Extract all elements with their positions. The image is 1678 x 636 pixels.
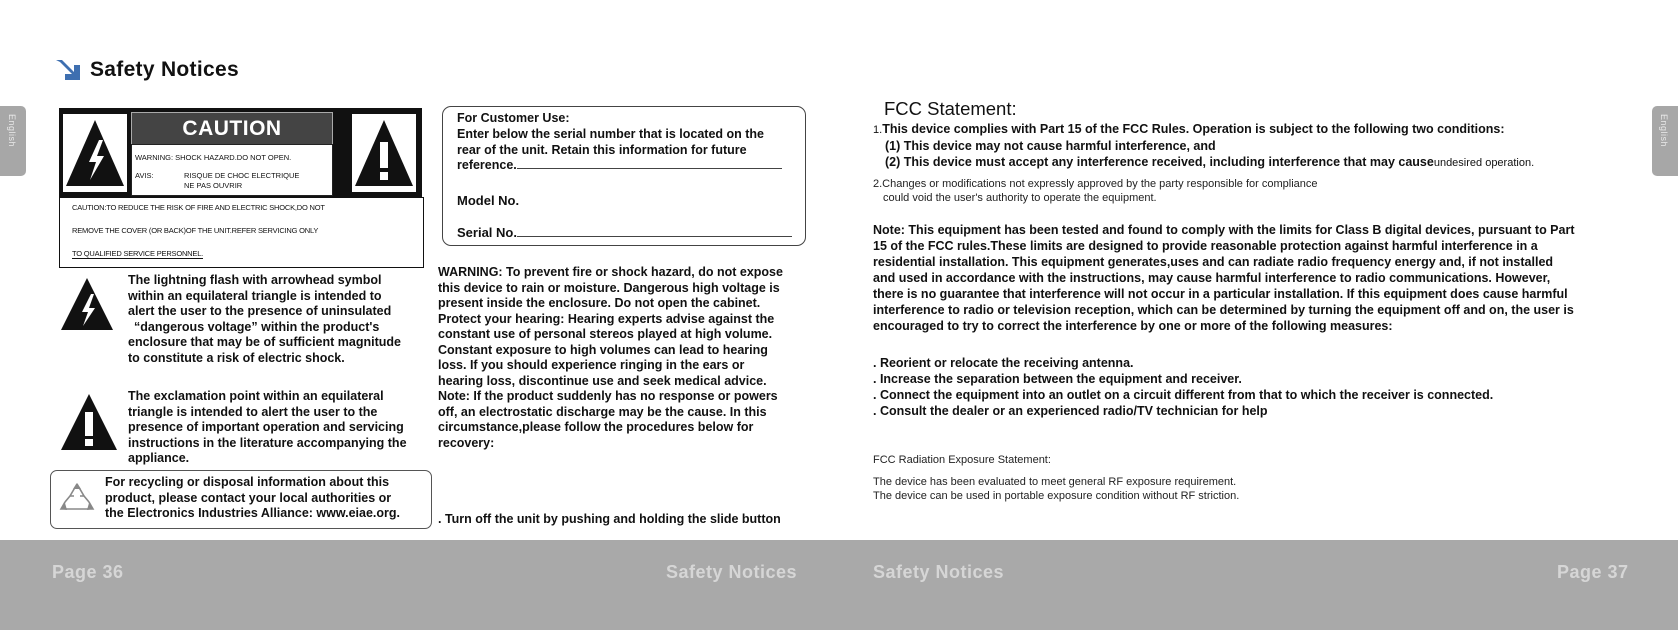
warning-label: WARNING:	[438, 265, 503, 279]
fcc-changes: 2.Changes or modifications not expressly approved by the party responsible for compliance could void the user's authority to operate the equipment.	[873, 178, 1318, 204]
caution-lower-panel	[59, 197, 424, 268]
caution-avis-line2: NE PAS OUVRIR	[184, 181, 243, 190]
fcc-radiation-title: FCC Radiation Exposure Statement:	[873, 454, 1051, 466]
footer-section-left: Safety Notices	[666, 562, 798, 582]
side-tab-right: English	[1652, 106, 1678, 176]
arrow-down-right-icon	[54, 58, 82, 82]
hearing-label: Protect your hearing:	[438, 311, 565, 326]
customer-use-title: For Customer Use:	[457, 111, 570, 125]
footer-bar	[0, 540, 1678, 630]
caution-lower-line3: TO QUALIFIED SERVICE PERSONNEL.	[72, 249, 204, 258]
customer-use-box	[442, 106, 806, 246]
model-no-label: Model No.	[457, 193, 520, 208]
lightning-notice: The lightning flash with arrowhead symbol within an equilateral triangle is intended to alert the user to the presence of uninsulated “dangerous voltage” within the product's enclosure that may be of sufficient magnitude to constitute a risk of electric shock.	[128, 273, 401, 365]
footer-page-right: Page 37	[1557, 562, 1629, 582]
caution-warning-panel	[131, 144, 333, 196]
fcc-radiation-text: The device has been evaluated to meet general RF exposure requirement. The device can be used in portable exposure condition without RF striction.	[873, 476, 1240, 502]
fcc-title: FCC Statement:	[884, 98, 1017, 119]
page-title: Safety Notices	[90, 58, 239, 81]
recovery-steps: . Turn off the unit by pushing and holding the slide button	[438, 512, 781, 526]
fcc-measures: . Reorient or relocate the receiving antenna. . Increase the separation between the equipment and receiver. . Connect the equipment into an outlet on a circuit different from that to which the receiver is connected. . Consult the dealer or an experienced radio/TV technician for help	[873, 356, 1494, 418]
recycle-icon	[59, 481, 95, 515]
footer-section-right: Safety Notices	[873, 562, 1005, 582]
caution-lower-line1: CAUTION:TO REDUCE THE RISK OF FIRE AND ELECTRIC SHOCK,DO NOT	[72, 203, 325, 212]
caution-avis-label: AVIS:	[135, 171, 154, 180]
exclamation-triangle-icon	[60, 392, 118, 452]
exclamation-notice: The exclamation point within an equilateral triangle is intended to alert the user to the presence of important operation and servicing instructions in the literature accompanying the appliance.	[128, 389, 407, 465]
side-tab-left: English	[0, 106, 26, 176]
recycling-box	[50, 470, 432, 529]
caution-lower-line2: REMOVE THE COVER (OR BACK)OF THE UNIT.REFER SERVICING ONLY	[72, 226, 319, 235]
fcc-note: Note: This equipment has been tested and found to comply with the limits for Class B digital devices, pursuant to Part 15 of the FCC rules.These limits are designed to provide reasonable protection against harmful interference in a residential installation. This equipment generates,uses and can radiate radio frequency energy and, if not installed and used in accordance with the instructions, may cause harmful interference to radio communications. However, there is no guarantee that interference will not occur in a particular installation. If this equipment does cause harmful interference to radio or television reception, which can be determined by turning the equipment off and on, the user is encouraged to try to correct the interference by one or more of the following measures:	[873, 223, 1575, 333]
customer-use-text: Enter below the serial number that is located on the rear of the unit. Retain this information for future reference.	[457, 127, 782, 174]
caution-warning-line: WARNING: SHOCK HAZARD.DO NOT OPEN.	[135, 153, 292, 162]
recycling-text: For recycling or disposal information about this product, please contact your local authorities or the Electronics Industries Alliance: www.eiae.org.	[105, 475, 400, 520]
caution-avis-line1: RISQUE DE CHOC ELECTRIQUE	[184, 171, 300, 180]
caution-label	[59, 108, 422, 266]
serial-no-label: Serial No.	[457, 225, 792, 240]
warning-block: WARNING: To prevent fire or shock hazard, do not expose this device to rain or moisture. Dangerous high voltage is present inside the enclosure. Do not open the cabinet. Protect your hearing: Hearing experts advise against the constant use of personal stereos played at high volume. Constant exposure to high volumes can lead to hearing loss. If you should experience ringing in the ears or hearing loss, discontinue use and seek medical advice. Note: If the product suddenly has no response or powers off, an electrostatic discharge may be the cause. In this circumstance,please follow the procedures below for recovery:	[438, 265, 783, 450]
fcc-conditions: 1.This device complies with Part 15 of the FCC Rules. Operation is subject to the following two conditions: (1) This device may not cause harmful interference, and (2) This device must accept any interference received, including interference that may causeundesired operation.	[873, 122, 1535, 169]
lightning-warning-icon	[63, 114, 127, 192]
note-label: Note:	[438, 389, 470, 403]
lightning-triangle-icon	[60, 276, 114, 332]
exclamation-warning-icon	[352, 114, 416, 192]
fcc-note-label: Note:	[873, 223, 905, 237]
footer-page-left: Page 36	[52, 562, 124, 582]
caution-banner: CAUTION	[131, 112, 333, 145]
